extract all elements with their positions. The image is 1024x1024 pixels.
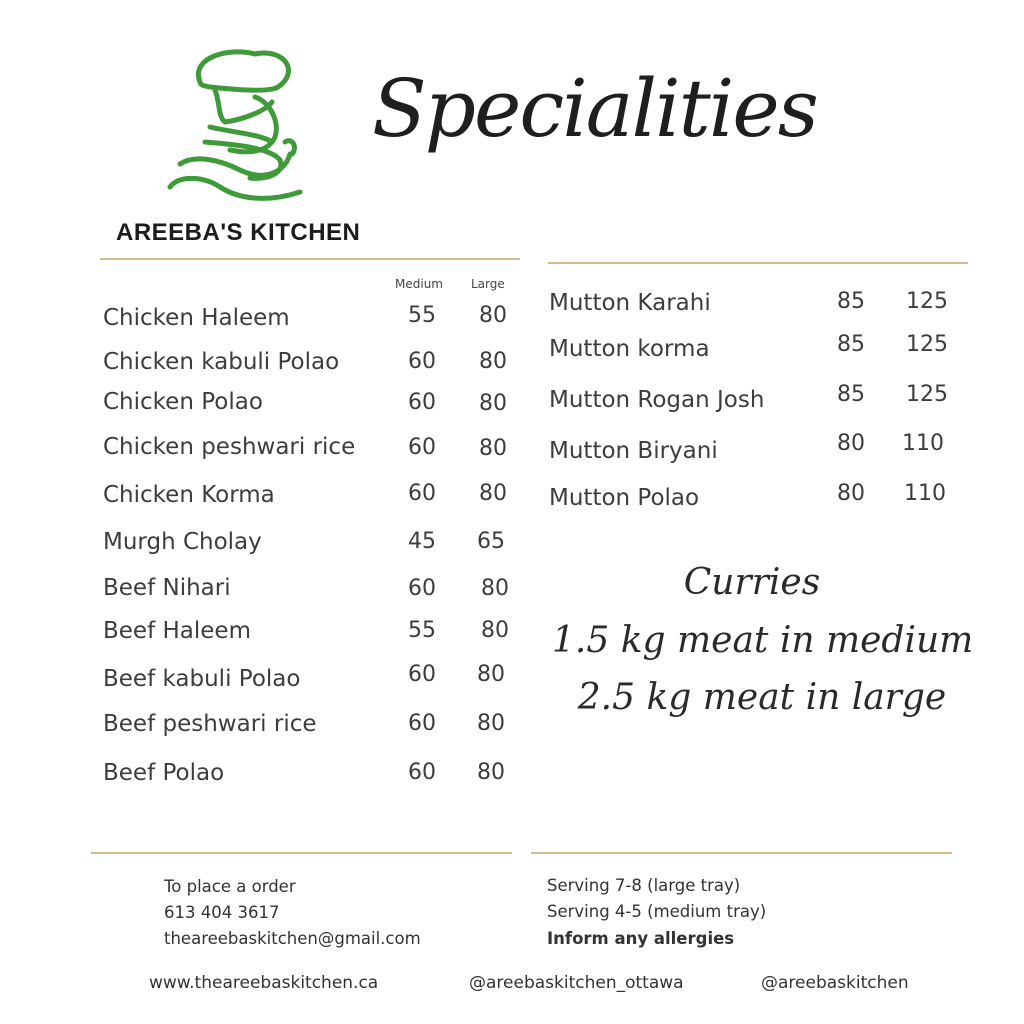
serving-medium-note: Serving 4-5 (medium tray) [547,902,767,921]
menu-item-price-large: 80 [477,760,505,785]
facebook-handle[interactable]: @areebaskitchen [761,973,909,993]
menu-item-price-large: 80 [481,618,509,643]
website-link[interactable]: www.theareebaskitchen.ca [149,973,379,993]
menu-item-price-medium: 60 [408,576,436,601]
menu-item-name: Mutton Karahi [549,290,711,316]
menu-item-price-medium: 55 [408,303,436,328]
menu-item-price-large: 125 [906,382,948,407]
instagram-handle[interactable]: @areebaskitchen_ottawa [469,973,684,993]
menu-item-name: Mutton Rogan Josh [549,387,765,413]
allergies-note: Inform any allergies [547,929,735,948]
menu-item-price-large: 65 [477,529,505,554]
menu-item-price-medium: 80 [837,481,865,506]
divider [100,258,520,260]
menu-item-name: Mutton Biryani [549,438,718,464]
menu-item-price-large: 110 [902,431,944,456]
menu-item-price-medium: 60 [408,711,436,736]
menu-item-price-large: 110 [904,481,946,506]
menu-item-price-medium: 85 [837,332,865,357]
menu-item-price-medium: 60 [408,435,436,460]
menu-item-price-large: 80 [477,662,505,687]
menu-item-price-medium: 85 [837,289,865,314]
menu-item-name: Beef Nihari [103,575,231,601]
menu-item-price-large: 80 [479,303,507,328]
menu-item-name: Beef peshwari rice [103,711,317,737]
menu-item-name: Mutton Polao [549,485,700,511]
menu-item-name: Chicken peshwari rice [103,434,356,460]
menu-item-price-medium: 60 [408,349,436,374]
page-title: Specialities [372,62,817,155]
menu-item-price-large: 125 [906,332,948,357]
menu-item-price-medium: 55 [408,618,436,643]
menu-item-price-medium: 80 [837,431,865,456]
serving-large-note: Serving 7-8 (large tray) [547,876,741,895]
menu-item-price-large: 80 [481,576,509,601]
menu-item-price-large: 80 [479,349,507,374]
menu-item-price-large: 80 [477,711,505,736]
menu-item-name: Chicken Haleem [103,305,290,331]
menu-item-price-large: 80 [479,391,507,416]
menu-item-price-medium: 60 [408,662,436,687]
menu-item-price-medium: 85 [837,382,865,407]
divider [531,852,952,854]
menu-item-name: Beef kabuli Polao [103,666,301,692]
menu-item-name: Murgh Cholay [103,529,262,555]
menu-item-price-large: 80 [479,481,507,506]
curries-large-note: 2.5 kg meat in large [577,677,947,718]
menu-item-price-medium: 60 [408,481,436,506]
column-header-large: Large [471,277,505,291]
menu-item-name: Mutton korma [549,336,710,362]
brand-name: AREEBA'S KITCHEN [116,219,361,246]
order-label: To place a order [164,877,296,896]
order-phone[interactable]: 613 404 3617 [164,903,280,922]
menu-item-price-medium: 45 [408,529,436,554]
menu-item-price-medium: 60 [408,760,436,785]
curries-medium-note: 1.5 kg meat in medium [552,620,974,661]
menu-item-name: Chicken Polao [103,389,263,415]
divider [548,262,968,264]
menu-item-price-large: 125 [906,289,948,314]
order-email[interactable]: theareebaskitchen@gmail.com [164,929,421,948]
menu-item-price-large: 80 [479,436,507,461]
menu-item-name: Beef Polao [103,760,225,786]
divider [91,852,512,854]
menu-item-name: Chicken kabuli Polao [103,349,340,375]
menu-item-name: Beef Haleem [103,618,251,644]
chef-logo-icon [160,42,310,212]
column-header-medium: Medium [395,277,443,291]
curries-title: Curries [683,562,821,603]
menu-item-price-medium: 60 [408,390,436,415]
menu-item-name: Chicken Korma [103,482,275,508]
